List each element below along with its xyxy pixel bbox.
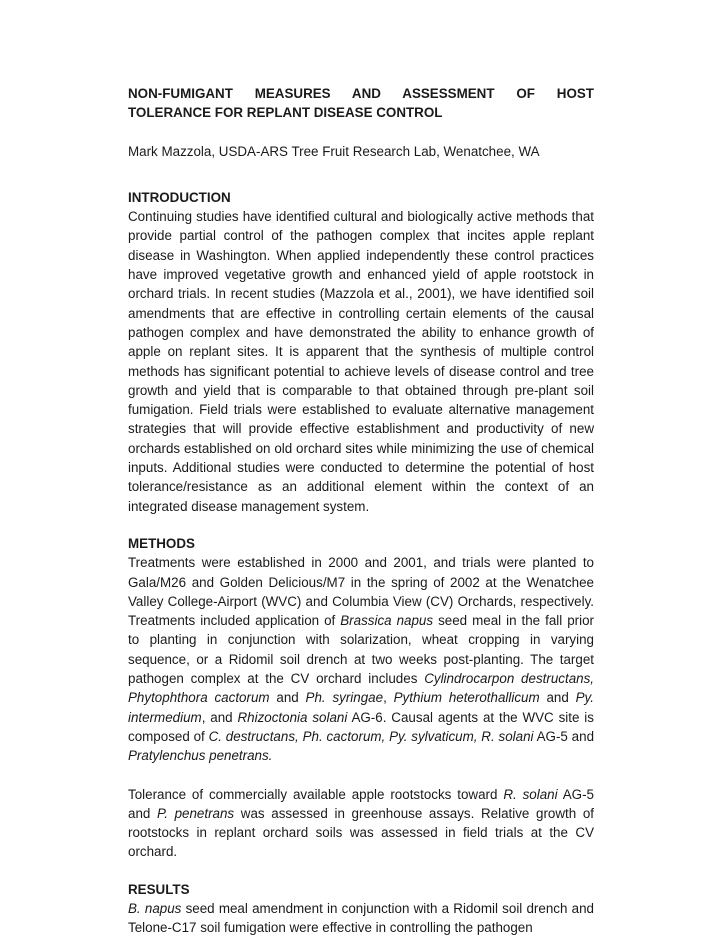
document-title [128, 84, 594, 123]
title-line-1: NON-FUMIGANT MEASURES AND ASSESSMENT OF HOST [128, 86, 594, 101]
methods-heading: METHODS [128, 535, 195, 551]
methods-paragraph-1: Treatments were established in 2000 and 2001, and trials were planted to Gala/M26 and Golden Delicious/M7 in the spring of 2002 at the Wenatchee Valley College-Airport (WVC) and Columbia View (CV) Orchards, respectively. Treatments included application of Brassica napus seed meal in the fall prior to planting in conjunction with solarization, wheat cropping in varying sequence, or a Ridomil soil drench at two weeks post-planting. The target pathogen complex at the CV orchard includes Cylindrocarpon destructans, Phytophthora cactorum and Ph. syringae, Pythium heterothallicum and Py. intermedium, and Rhizoctonia solani AG-6. Causal agents at the WVC site is composed of C. destructans, Ph. cactorum, Py. sylvaticum, R. solani AG-5 and Pratylenchus penetrans. [128, 555, 595, 764]
author-line: Mark Mazzola, USDA-ARS Tree Fruit Research Lab, Wenatchee, WA [128, 143, 540, 159]
results-heading: RESULTS [128, 881, 190, 897]
introduction-paragraph: Continuing studies have identified cultural and biologically active methods that provide partial control of the pathogen complex that incites apple replant disease in Washington. When applied independently these control practices have improved vegetative growth and enhanced yield of apple rootstock in orchard trials. In recent studies (Mazzola et al., 2001), we have identified soil amendments that are effective in controlling certain elements of the causal pathogen complex and have demonstrated the ability to enhance growth of apple on replant sites. It is apparent that the synthesis of multiple control methods has significant potential to achieve levels of disease control and tree growth and yield that is comparable to that obtained through pre-plant soil fumigation. Field trials were established to evaluate alternative management strategies that will provide effective establishment and productivity of new orchards established on old orchard sites while minimizing the use of chemical inputs. Additional studies were conducted to determine the potential of host tolerance/resistance as an additional element within the context of an integrated disease management system. [128, 209, 594, 514]
document-page [128, 84, 594, 938]
introduction-heading: INTRODUCTION [128, 189, 231, 205]
methods-paragraph-2: Tolerance of commercially available apple rootstocks toward R. solani AG-5 and P. penetrans was assessed in greenhouse assays. Relative growth of rootstocks in replant orchard soils was assessed in field trials at the CV orchard. [128, 786, 595, 860]
title-line-2: TOLERANCE FOR REPLANT DISEASE CONTROL [128, 105, 443, 121]
results-paragraph-1: B. napus seed meal amendment in conjunction with a Ridomil soil drench and Telone-C17 soil fumigation were effective in controlling the pathogen [128, 900, 594, 936]
